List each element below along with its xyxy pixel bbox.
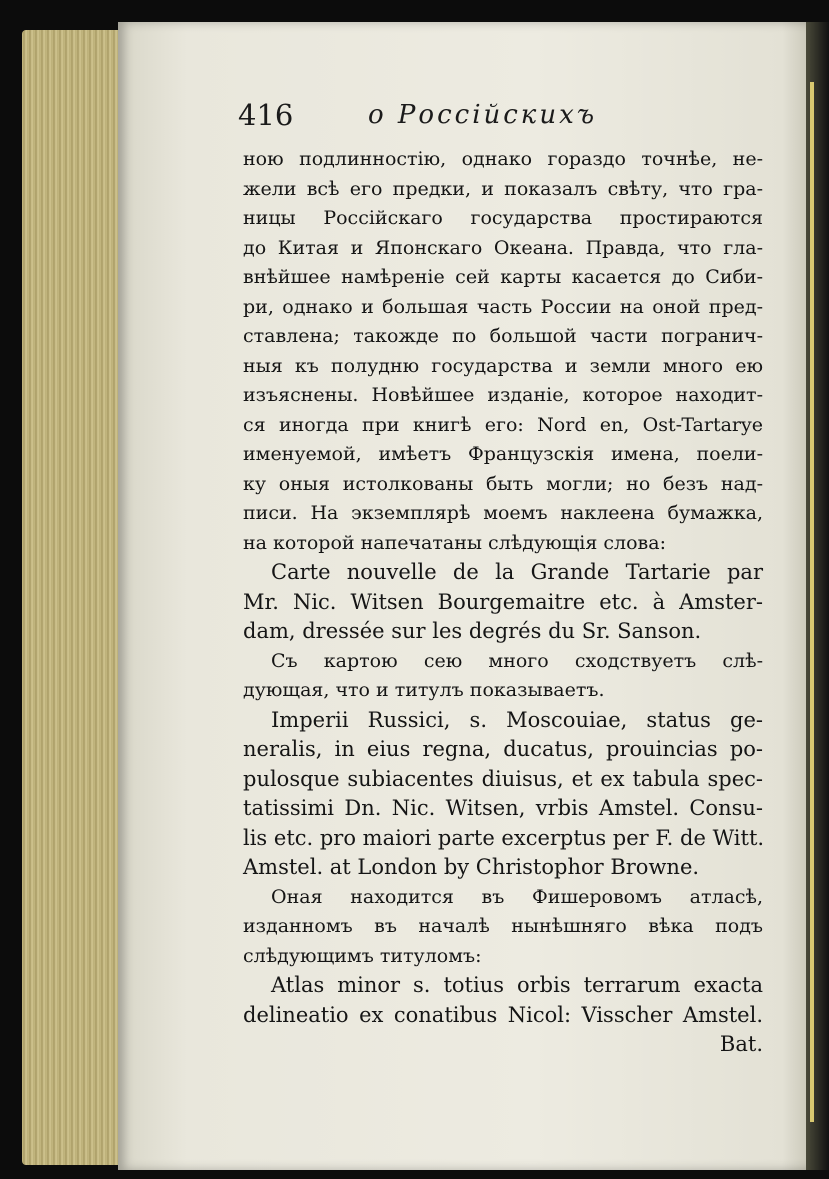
gutter-strip xyxy=(810,82,814,1122)
catchword: Bat. xyxy=(719,1032,763,1056)
text-line: Atlas minor s. totius orbis terrarum exacta xyxy=(271,973,763,997)
text-line: изъяснены. Новѣйшее изданіе, которое находит- xyxy=(243,384,763,406)
right-gutter xyxy=(806,22,829,1170)
text-line: pulosque subiacentes diuisus, et ex tabula spec- xyxy=(243,766,763,791)
text-line: внѣйшее намѣреніе сей карты касается до Сиби- xyxy=(243,266,763,288)
text-line: ри, однако и большая часть России на оной пред- xyxy=(243,295,763,318)
text-line: на которой напечатаны слѣдующія слова: xyxy=(243,531,666,554)
text-line: Amstel. at London by Christophor Browne. xyxy=(243,855,700,879)
page-header xyxy=(238,98,618,138)
text-line: ся иногда при книгѣ его: Nord en, Ost-Tartarye xyxy=(243,413,763,436)
text-line: слѣдующимъ титуломъ: xyxy=(243,944,482,967)
text-line: Imperii Russici, s. Moscouiae, status ge- xyxy=(271,707,763,732)
text-line: Mr. Nic. Witsen Bourgemaitre etc. à Amster- xyxy=(243,589,763,614)
text-line: дующая, что и титулъ показываетъ. xyxy=(243,679,605,701)
text-line: Оная находится въ Фишеровомъ атласѣ, xyxy=(271,885,763,908)
text-line: tatissimi Dn. Nic. Witsen, vrbis Amstel. Consu- xyxy=(243,796,763,820)
body-text xyxy=(243,145,763,1060)
text-line: lis etc. pro maiori parte excerptus per F. de Witt. xyxy=(243,825,765,850)
text-line: Съ картою сею много сходствуетъ слѣ- xyxy=(271,649,763,672)
text-line: до Китая и Японскаго Океана. Правда, что гла- xyxy=(243,236,763,259)
text-line: Carte nouvelle de la Grande Tartarie par xyxy=(271,560,763,584)
text-line: dam, dressée sur les degrés du Sr. Sanson. xyxy=(243,619,702,643)
text-line: ницы Россійскаго государства простираются xyxy=(243,207,763,229)
text-line: жели всѣ его предки, и показалъ свѣту, что гра- xyxy=(243,177,763,200)
text-line: писи. На экземплярѣ моемъ наклеена бумажка, xyxy=(243,502,763,524)
text-line: именуемой, имѣетъ Французскія имена, поели- xyxy=(243,443,763,465)
text-line: изданномъ въ началѣ нынѣшняго вѣка подъ xyxy=(243,915,763,937)
page-number: 416 xyxy=(238,98,294,132)
running-head: о Россійскихъ xyxy=(368,100,598,130)
text-line: delineatio ex conatibus Nicol: Visscher Amstel. xyxy=(243,1002,763,1027)
text-line: ною подлинностію, однако гораздо точнѣе, не- xyxy=(243,148,763,170)
text-line: ныя къ полудню государства и земли много ею xyxy=(243,354,763,377)
page-edges xyxy=(22,30,132,1165)
text-line: neralis, in eius regna, ducatus, prouincias po- xyxy=(243,737,763,761)
text-line: ставлена; такожде по большой части погранич- xyxy=(243,325,763,347)
text-line: ку оныя истолкованы быть могли; но безъ над- xyxy=(243,472,763,495)
